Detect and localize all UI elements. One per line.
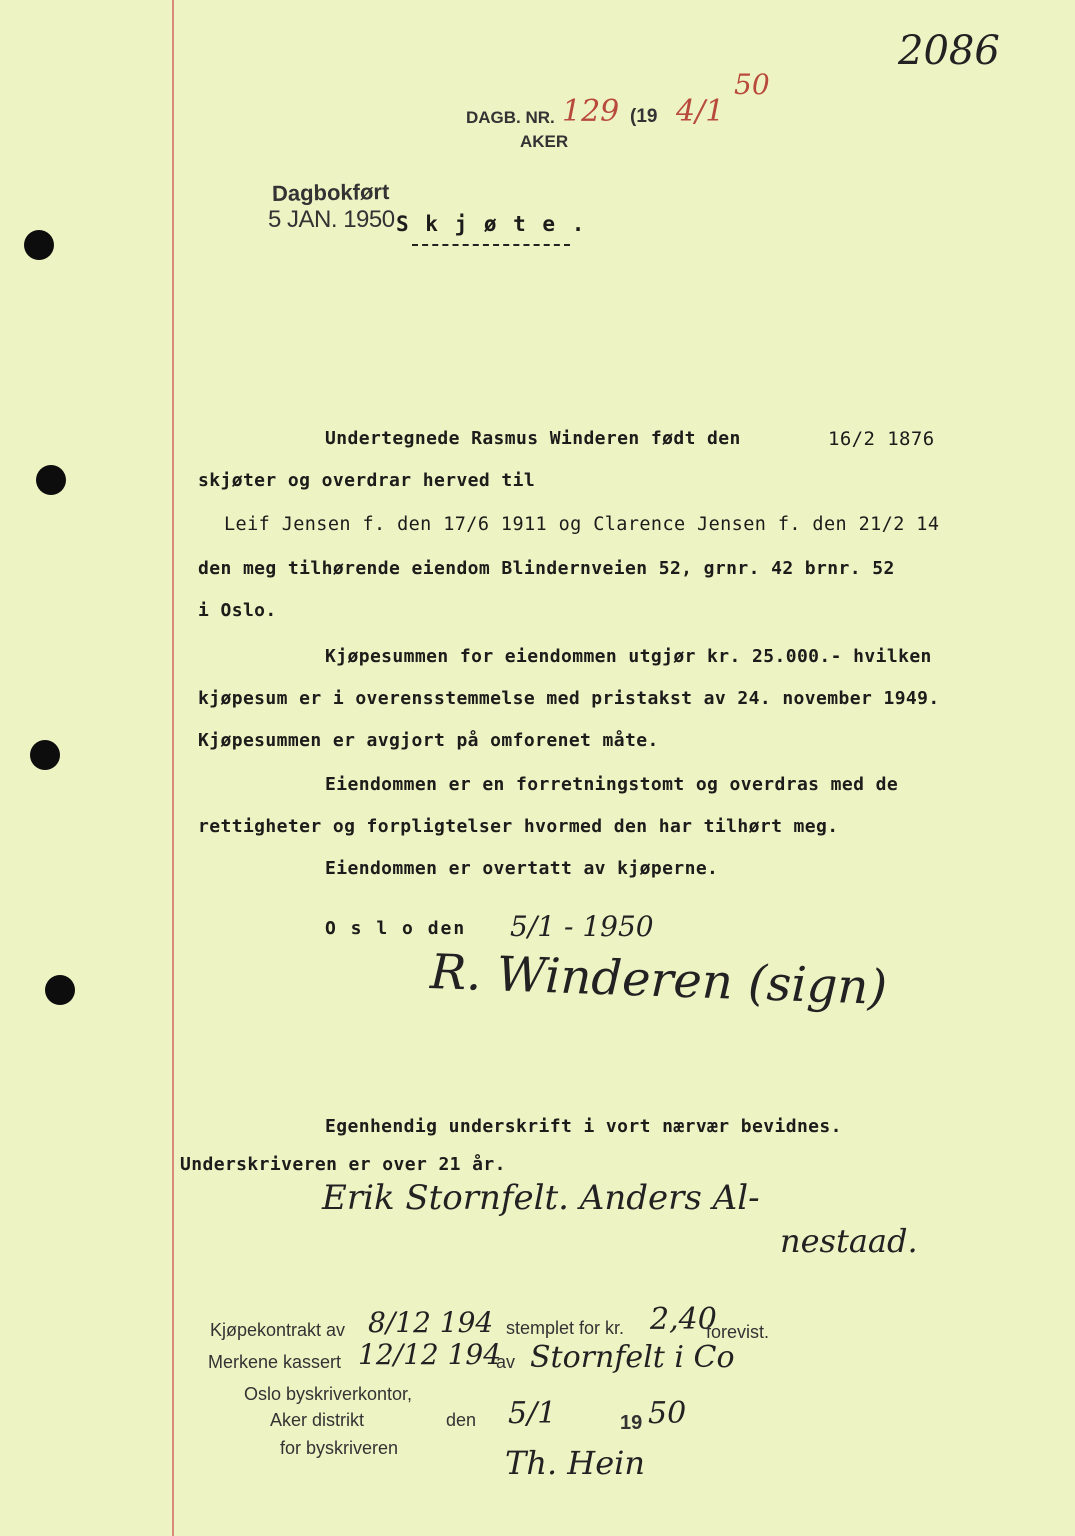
registered-stamp-date: 5 JAN. 1950 — [268, 206, 395, 233]
dagbok-label: DAGB. NR. — [466, 108, 555, 127]
folio-number: 2086 — [898, 28, 1000, 74]
title-underline — [412, 244, 570, 246]
stamp-line1-b: stemplet for kr. — [506, 1318, 625, 1338]
punch-hole — [30, 740, 60, 770]
stamp-line1-a: Kjøpekontrakt av — [210, 1320, 346, 1340]
dagbok-place: AKER — [520, 132, 569, 151]
stamp-line4-b: den — [446, 1410, 477, 1430]
p1-line1-b: 16/2 1876 — [828, 428, 935, 450]
stamp-line4-year-hand: 50 — [648, 1396, 687, 1431]
document-title: S k j ø t e . — [396, 212, 587, 236]
dagbok-date: 4/1 — [676, 94, 725, 129]
registered-stamp-label: Dagbokført — [271, 178, 390, 207]
stamp-line4-year: 19 — [620, 1412, 643, 1434]
witness-line2: Underskriveren er over 21 år. — [180, 1154, 506, 1175]
witness-line1: Egenhendig underskrift i vort nærvær bevidnes. — [325, 1116, 842, 1137]
stamp-line2-b: av — [496, 1352, 516, 1372]
stamp-line3: Oslo byskriverkontor, — [244, 1384, 413, 1404]
stamp-line4-hand: 5/1 — [508, 1396, 557, 1431]
p2-line2: kjøpesum er i overensstemmelse med pristakst av 24. november 1949. — [198, 688, 940, 709]
stamp-line1-c: forevist. — [706, 1322, 770, 1342]
p2-line3: Kjøpesummen er avgjort på omforenet måte. — [198, 730, 659, 751]
punch-hole — [24, 230, 54, 260]
stamp-line5: for byskriveren — [280, 1438, 399, 1458]
p2-line1: Kjøpesummen for eiendommen utgjør kr. 25.000.- hvilken — [325, 646, 932, 667]
p1-line3: Leif Jensen f. den 17/6 1911 og Clarence Jensen f. den 21/2 14 — [224, 514, 940, 535]
place-date-label: O s l o den — [325, 918, 467, 939]
p3-line1: Eiendommen er en forretningstomt og overdras med de — [325, 774, 899, 795]
dagbok-number: 129 — [562, 94, 620, 129]
stamp-line1-hand: 8/12 194 — [368, 1306, 494, 1339]
p1-line2: skjøter og overdrar herved til — [198, 470, 536, 491]
dagbok-year: 50 — [734, 68, 770, 101]
p4-line1: Eiendommen er overtatt av kjøperne. — [325, 858, 719, 879]
witness-signatures-2: nestaad. — [780, 1222, 918, 1260]
p1-line4: den meg tilhørende eiendom Blindernveien 52, grnr. 42 brnr. 52 — [198, 558, 895, 579]
stamp-line1-amount: 2,40 — [650, 1302, 717, 1337]
stamp-line2-a: Merkene kassert — [208, 1352, 342, 1372]
p3-line2: rettigheter og forpligtelser hvormed den har tilhørt meg. — [198, 816, 839, 837]
seller-signature: R. Winderen (sign) — [429, 944, 888, 1016]
handwritten-date: 5/1 - 1950 — [510, 910, 654, 943]
stamp-line2-hand: 12/12 194 — [358, 1338, 502, 1371]
punch-hole — [45, 975, 75, 1005]
stamp-official-signature: Th. Hein — [505, 1444, 645, 1482]
p1-line1-a: Undertegnede Rasmus Winderen født den — [325, 428, 741, 449]
margin-rule — [172, 0, 174, 1536]
punch-hole — [36, 465, 66, 495]
p1-line5: i Oslo. — [198, 600, 277, 621]
stamp-line4-a: Aker distrikt — [270, 1410, 365, 1430]
dagbok-partial: (19 — [630, 106, 658, 127]
witness-signatures-1: Erik Stornfelt. Anders Al- — [322, 1178, 760, 1218]
stamp-line2-hand2: Stornfelt i Co — [530, 1340, 735, 1375]
